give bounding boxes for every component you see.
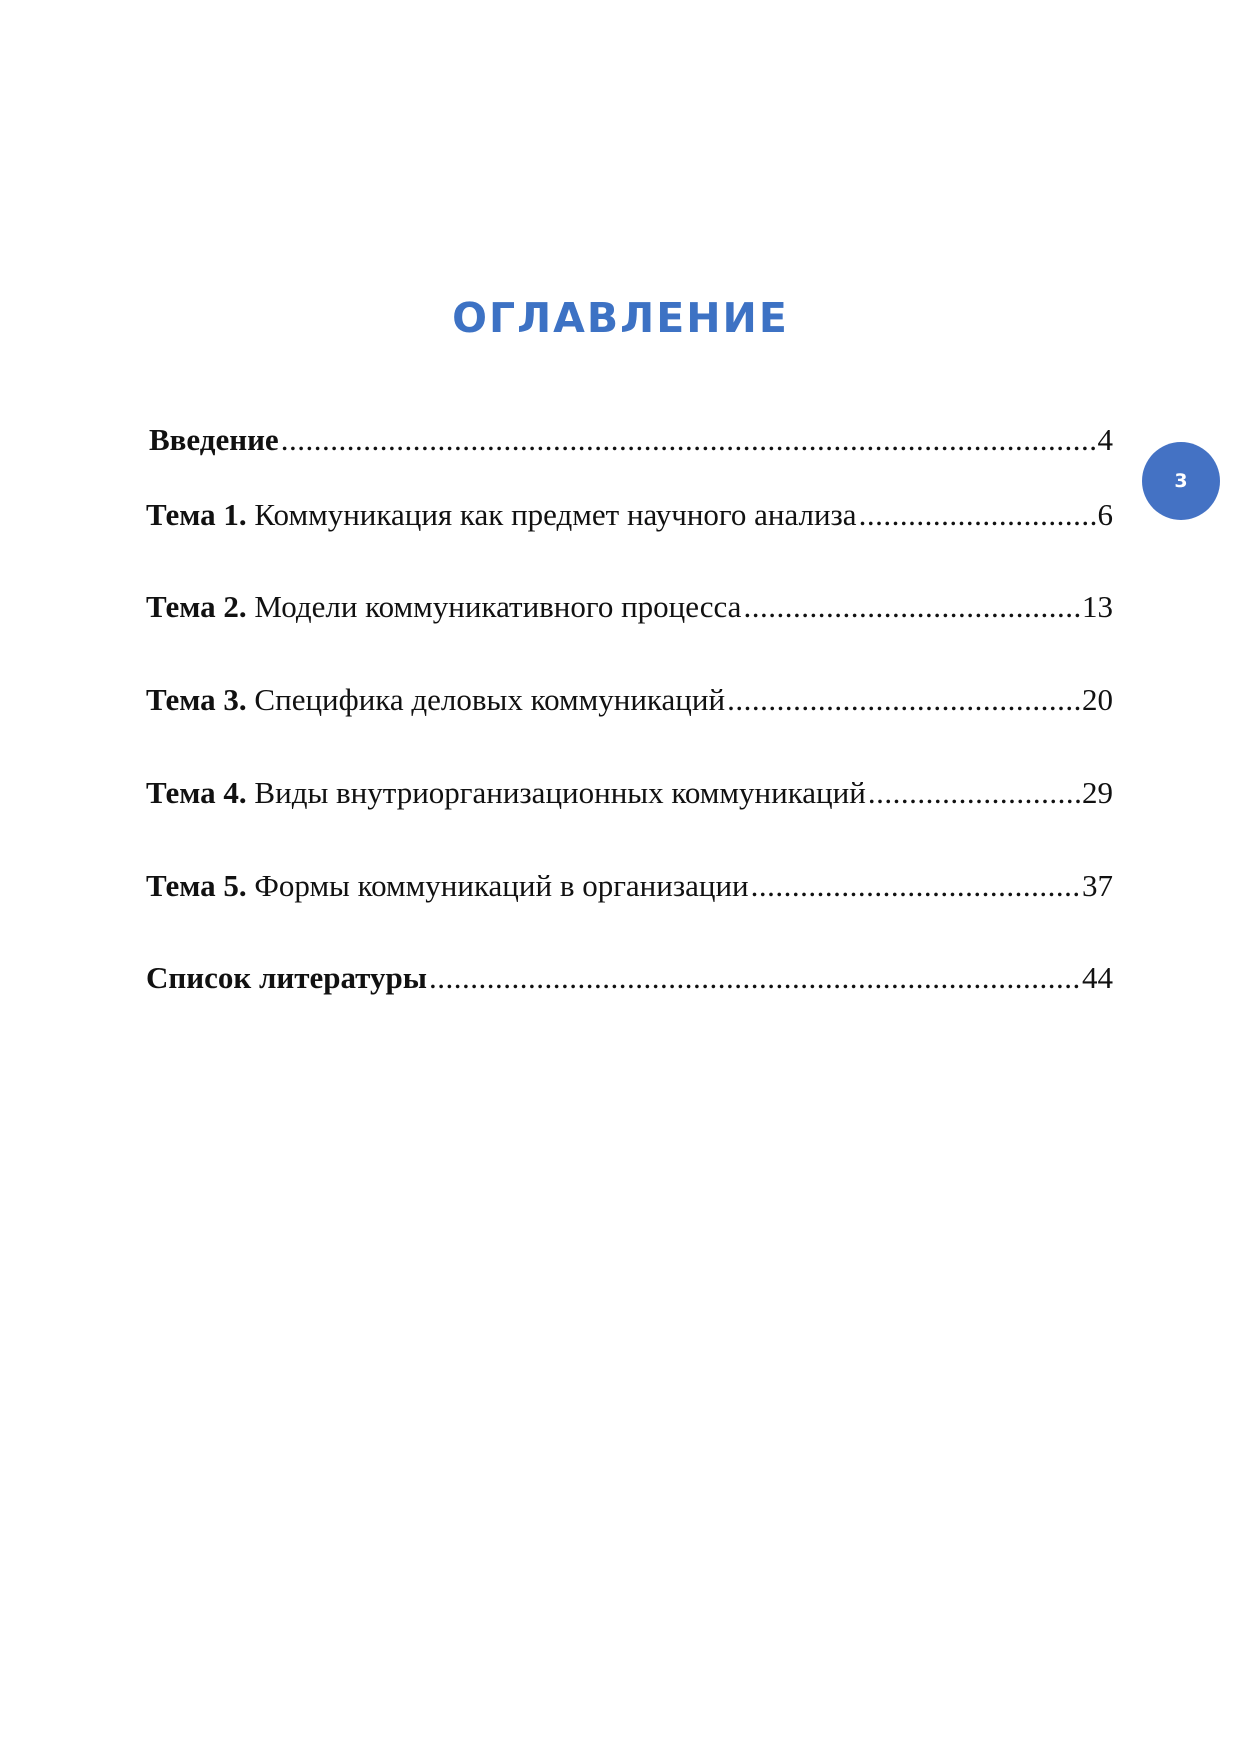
toc-page-number: 6 (1097, 497, 1113, 532)
toc-page-number: 4 (1097, 422, 1113, 457)
toc-entry-label (146, 958, 427, 998)
toc-entry-topic-2[interactable] (146, 587, 1113, 627)
toc-entry-label (146, 680, 725, 720)
toc-entry-bold-label: Введение (149, 422, 279, 457)
page-title: ОГЛАВЛЕНИЕ (452, 294, 789, 342)
toc-entry-bold-label: Тема 2. (146, 589, 247, 624)
toc-entry-introduction[interactable] (149, 420, 1113, 460)
page-number-badge: 3 (1142, 442, 1220, 520)
toc-page-number: 44 (1082, 960, 1113, 995)
toc-entry-bold-label: Список литературы (146, 960, 427, 995)
toc-entry-bold-label: Тема 3. (146, 682, 247, 717)
toc-page-number: 13 (1082, 589, 1113, 624)
toc-page-number: 37 (1082, 868, 1113, 903)
toc-entry-title: Специфика деловых коммуникаций (246, 682, 726, 717)
toc-entry-topic-1[interactable] (146, 495, 1113, 535)
toc-entry-topic-5[interactable] (146, 866, 1113, 906)
toc-leader-dots (743, 587, 1080, 627)
toc-leader-dots (727, 680, 1080, 720)
toc-entry-topic-3[interactable] (146, 680, 1113, 720)
toc-entry-topic-4[interactable] (146, 773, 1113, 813)
toc-leader-dots (429, 958, 1080, 998)
toc-entry-label (146, 866, 749, 906)
toc-leader-dots (751, 866, 1080, 906)
toc-entry-label (146, 587, 741, 627)
toc-entry-bold-label: Тема 5. (146, 868, 247, 903)
toc-entry-bold-label: Тема 1. (146, 497, 247, 532)
toc-entry-title: Формы коммуникаций в организации (246, 868, 749, 903)
toc-entry-label (149, 420, 279, 460)
toc-entry-title: Коммуникация как предмет научного анализа (246, 497, 857, 532)
table-of-contents (146, 0, 1113, 1754)
toc-entry-title: Виды внутриорганизационных коммуникаций (246, 775, 866, 810)
toc-leader-dots (281, 420, 1096, 460)
toc-leader-dots (868, 773, 1080, 813)
toc-entry-label (146, 495, 857, 535)
toc-leader-dots (859, 495, 1096, 535)
toc-page-number: 20 (1082, 682, 1113, 717)
toc-page-number: 29 (1082, 775, 1113, 810)
toc-entry-references[interactable] (146, 958, 1113, 998)
toc-entry-title: Модели коммуникативного процесса (246, 589, 742, 624)
toc-entry-label (146, 773, 866, 813)
toc-entry-bold-label: Тема 4. (146, 775, 247, 810)
